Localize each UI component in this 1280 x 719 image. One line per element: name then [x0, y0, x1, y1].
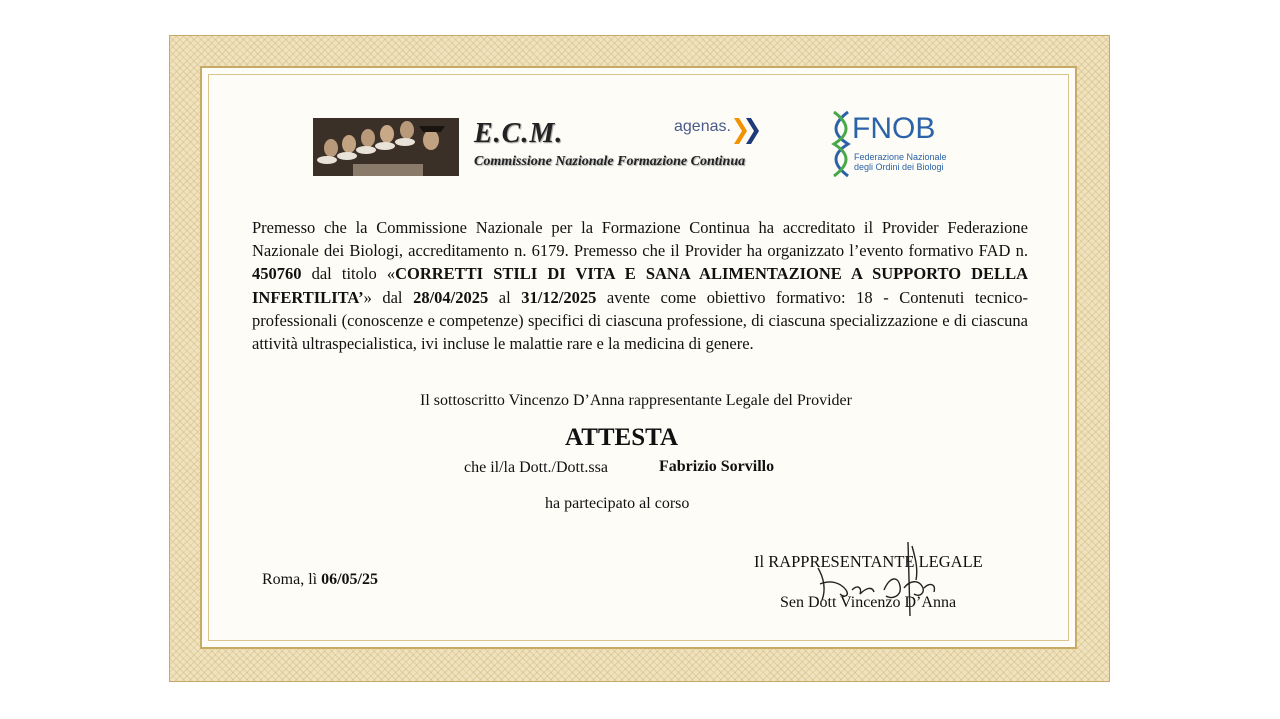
fnob-dna-icon	[828, 110, 854, 178]
date-to: 31/12/2025	[521, 287, 597, 307]
place-date	[262, 571, 378, 589]
body-text-part: » dal	[363, 287, 414, 307]
representative-name: Sen Dott Vincenzo D’Anna	[780, 594, 957, 611]
agenas-logo-icon	[730, 116, 760, 146]
signatory-statement	[0, 392, 1280, 410]
representative-title: Il RAPPRESENTANTE LEGALE	[754, 552, 983, 571]
participant-label: che il/la Dott./Dott.ssa	[464, 459, 608, 476]
certificate-body-paragraph	[252, 216, 1028, 355]
agenas-logo-text: agenas.	[674, 118, 731, 135]
fnob-subtitle-line2: degli Ordini dei Biologi	[854, 162, 944, 172]
ecm-subtitle: Commissione Nazionale Formazione Continua	[474, 154, 746, 169]
body-text-part: Premesso che la Commissione Nazionale per la Formazione Continua ha accreditato il Provider Federazione Nazionale dei Biologi, accreditamento n. 6179. Premesso che il Provider ha organizzato l’evento formativo FAD n.	[252, 218, 1028, 261]
signatory-statement-text: Il sottoscritto Vincenzo D’Anna rappresentante Legale del Provider	[420, 392, 852, 409]
fnob-logo-text: FNOB	[852, 112, 936, 145]
participant-name: Fabrizio Sorvillo	[659, 458, 775, 475]
event-number: 450760	[252, 264, 302, 284]
body-text-part: al	[488, 287, 522, 307]
date-from: 28/04/2025	[413, 287, 489, 307]
issue-date: 06/05/25	[321, 571, 378, 588]
attesta-heading: ATTESTA	[565, 424, 679, 451]
ecm-title: E.C.M.	[474, 118, 564, 149]
ecm-painting-image	[313, 118, 459, 176]
body-text-part: avente come obiettivo formativo: 18 - Contenuti tecnico-professionali (conoscenze e competenze) specifici di ciascuna professione, di ciascuna specializzazione e di ciascuna attività ultraspecialistica, ivi incluse le malattie rare e la medicina di genere.	[252, 287, 1028, 354]
place-label: Roma, lì	[262, 571, 322, 588]
course-title: CORRETTI STILI DI VITA E SANA ALIMENTAZIONE A SUPPORTO DELLA INFERTILITA’	[252, 264, 1028, 307]
participation-text: ha partecipato al corso	[545, 495, 690, 512]
fnob-subtitle	[854, 152, 947, 172]
body-text-part: dal titolo «	[301, 264, 396, 284]
handwritten-signature	[800, 540, 960, 620]
fnob-subtitle-line1: Federazione Nazionale	[854, 152, 947, 162]
